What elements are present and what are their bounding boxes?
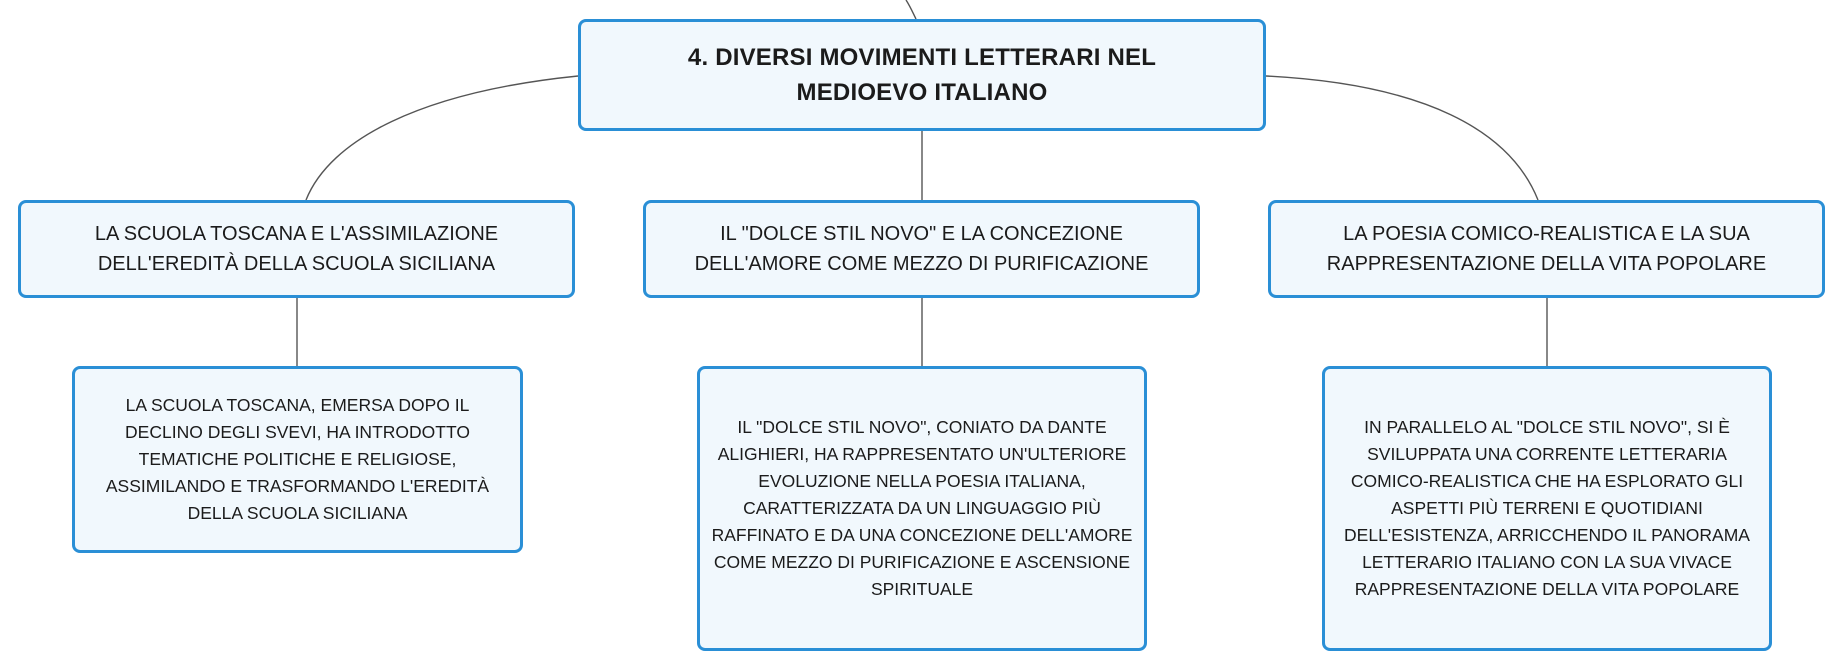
connector-root-to-branch-3 [1266, 76, 1538, 200]
branch-node-label: LA POESIA COMICO-REALISTICA E LA SUA RAPPRESENTAZIONE DELLA VITA POPOLARE [1326, 223, 1767, 275]
detail-node-poesia-comico-realistica[interactable] [1322, 366, 1772, 651]
detail-node-text: IL "DOLCE STIL NOVO", CONIATO DA DANTE ALIGHIERI, HA RAPPRESENTATO UN'ULTERIORE EVOLUZIONE NELLA POESIA ITALIANA, CARATTERIZZATA DA UN LINGUAGGIO PIÙ RAFFINATO E DA UNA CONCEZIONE DELL'AMORE COME MEZZO DI PURIFICAZIONE E ASCENSIONE SPIRITUALE [711, 417, 1133, 599]
root-node[interactable] [578, 19, 1266, 131]
branch-node-poesia-comico-realistica[interactable] [1268, 200, 1825, 298]
detail-node-dolce-stil-novo[interactable] [697, 366, 1147, 651]
branch-node-label: LA SCUOLA TOSCANA E L'ASSIMILAZIONE DELL'EREDITÀ DELLA SCUOLA SICILIANA [94, 223, 499, 275]
root-node-label: 4. DIVERSI MOVIMENTI LETTERARI NEL MEDIOEVO ITALIANO [687, 44, 1157, 106]
detail-node-text: LA SCUOLA TOSCANA, EMERSA DOPO IL DECLINO DEGLI SVEVI, HA INTRODOTTO TEMATICHE POLITICHE E RELIGIOSE, ASSIMILANDO E TRASFORMANDO L'EREDITÀ DELLA SCUOLA SICILIANA [105, 395, 490, 523]
branch-node-dolce-stil-novo[interactable] [643, 200, 1200, 298]
detail-node-text: IN PARALLELO AL "DOLCE STIL NOVO", SI È SVILUPPATA UNA CORRENTE LETTERARIA COMICO-REALISTICA CHE HA ESPLORATO GLI ASPETTI PIÙ TERRENI E QUOTIDIANI DELL'ESISTENZA, ARRICCHENDO IL PANORAMA LETTERARIO ITALIANO CON LA SUA VIVACE RAPPRESENTAZIONE DELLA VITA POPOLARE [1344, 417, 1750, 599]
connector-parent-to-root [906, 0, 916, 19]
branch-node-scuola-toscana[interactable] [18, 200, 575, 298]
detail-node-scuola-toscana[interactable] [72, 366, 523, 553]
branch-node-label: IL "DOLCE STIL NOVO" E LA CONCEZIONE DELL'AMORE COME MEZZO DI PURIFICAZIONE [694, 223, 1149, 275]
connector-root-to-branch-1 [306, 76, 578, 200]
